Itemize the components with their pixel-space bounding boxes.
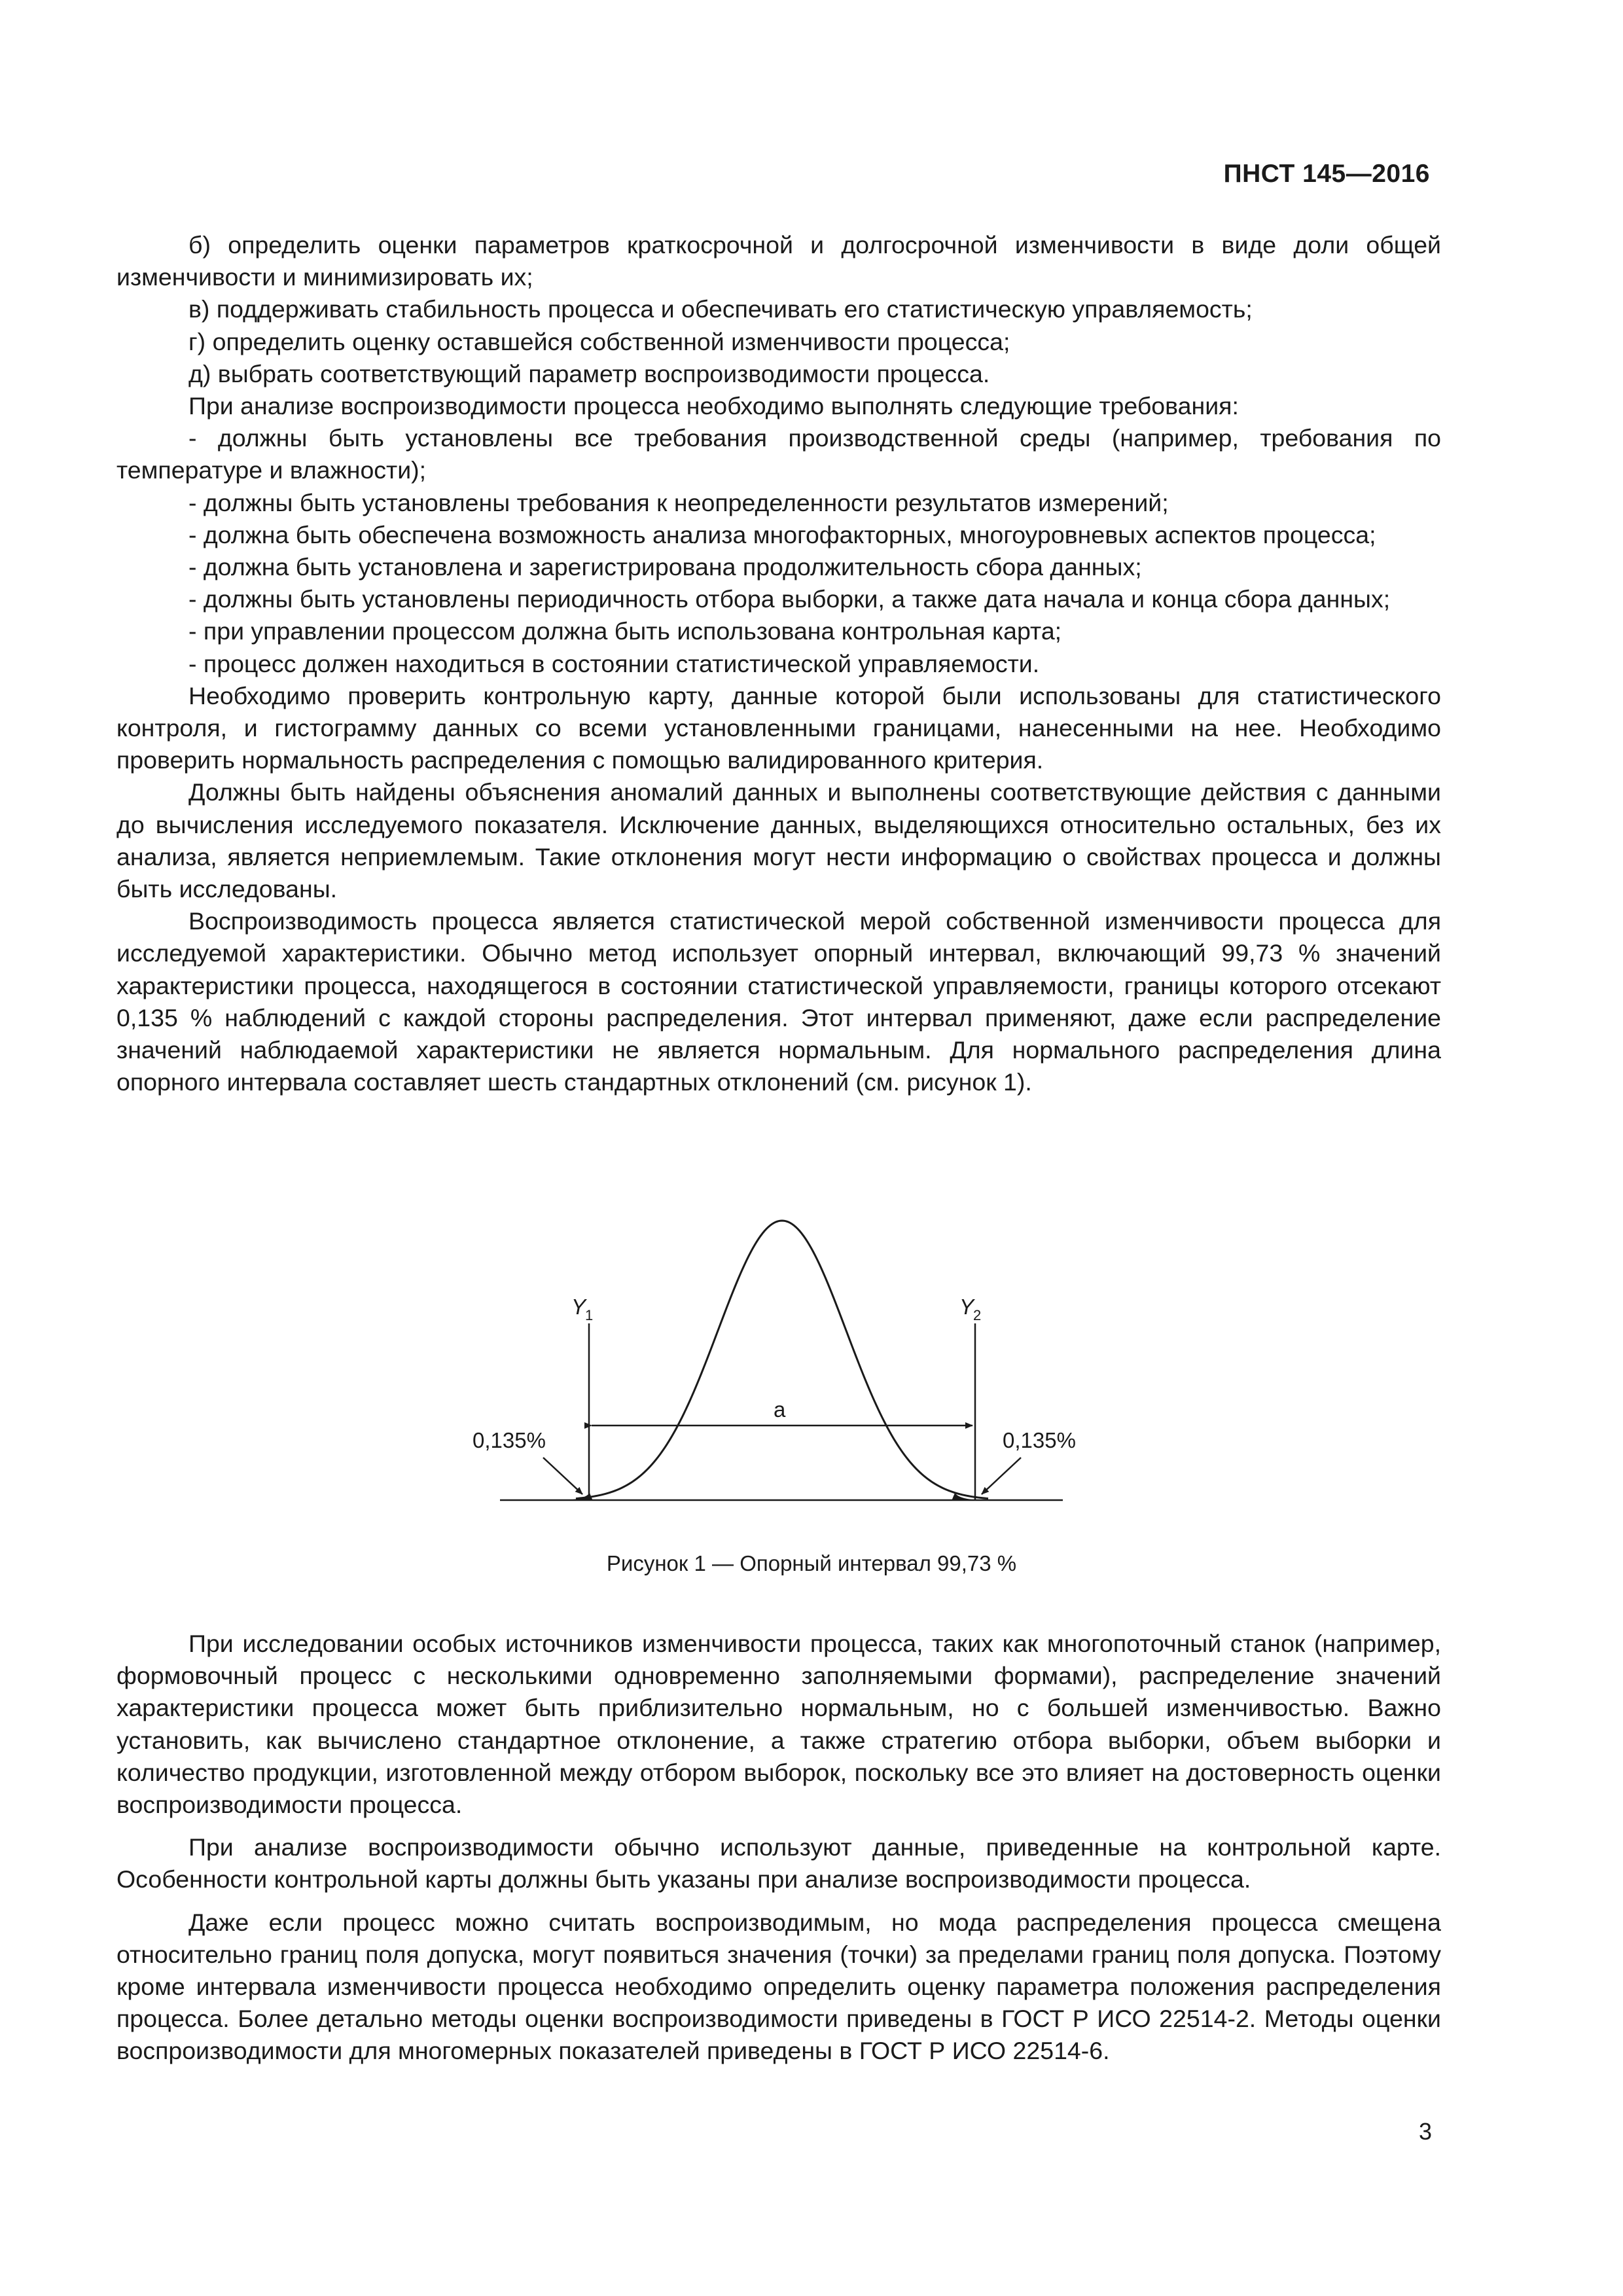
paragraph: г) определить оценку оставшейся собственной изменчивости процесса; bbox=[188, 327, 1010, 355]
left-limit-label: Y bbox=[571, 1295, 586, 1319]
left-tail-arrow bbox=[543, 1458, 582, 1494]
right-limit-label: Y bbox=[959, 1295, 974, 1319]
paragraph: д) выбрать соответствующий параметр воспроизводимости процесса. bbox=[188, 359, 990, 387]
body-text-bottom bbox=[116, 1628, 1441, 2068]
paragraph: Воспроизводимость процесса является статистической мерой собственной изменчивости процесса для исследуемой характеристики. Обычно метод использует опорный интервал, включающий 99,73 % значений характеристики процесса, находящегося в состоянии статистической управляемости, границы которого отсекают 0,135 % наблюдений с каждой стороны распределения. Этот интервал применяют, даже если распределение значений наблюдаемой характеристики не является нормальным. Для нормального распределения длина опорного интервала составляет шесть стандартных отклонений (см. рисунок 1). bbox=[116, 907, 1441, 1096]
paragraph: - должны быть установлены требования к неопределенности результатов измерений; bbox=[188, 488, 1169, 516]
paragraph: При анализе воспроизводимости обычно используют данные, приведенные на контрольной карте. Особенности контрольной карты должны быть указаны при анализе воспроизводимости процесса. bbox=[116, 1833, 1441, 1893]
paragraph: - при управлении процессом должна быть использована контрольная карта; bbox=[188, 617, 1062, 645]
paragraph: - должна быть обеспечена возможность анализа многофакторных, многоуровневых аспектов процесса; bbox=[188, 520, 1376, 548]
figure-reference-interval bbox=[458, 1208, 1086, 1509]
paragraph: При исследовании особых источников изменчивости процесса, таких как многопоточный станок (например, формовочный процесс с несколькими одновременно заполняемыми формами), распределение значений характеристики процесса может быть приблизительно нормальным, но с большей изменчивостью. Важно установить, как вычислено стандартное отклонение, а также стратегию отбора выборки, объем выборки и количество продукции, изготовленной между отбором выборок, поскольку все это влияет на достоверность оценки воспроизводимости процесса. bbox=[116, 1630, 1441, 1819]
paragraph: - должна быть установлена и зарегистрирована продолжительность сбора данных; bbox=[188, 553, 1142, 581]
paragraph: - должны быть установлены все требования производственной среды (например, требования по температуре и влажности); bbox=[116, 424, 1441, 484]
paragraph: Необходимо проверить контрольную карту, данные которой были использованы для статистического контроля, и гистограмму данных со всеми установленными границами, нанесенными на нее. Необходимо проверить нормальность распределения с помощью валидированного критерия. bbox=[116, 681, 1441, 774]
paragraph: б) определить оценки параметров краткосрочной и долгосрочной изменчивости в виде доли общей изменчивости и минимизировать их; bbox=[116, 231, 1441, 291]
paragraph: При анализе воспроизводимости процесса необходимо выполнять следующие требования: bbox=[188, 392, 1239, 420]
page-number: 3 bbox=[1418, 2118, 1432, 2145]
left-limit-subscript: 1 bbox=[585, 1307, 594, 1323]
body-text-top bbox=[116, 229, 1441, 1098]
paragraph: - процесс должен находиться в состоянии статистической управляемости. bbox=[188, 649, 1040, 677]
paragraph: в) поддерживать стабильность процесса и обеспечивать его статистическую управляемость; bbox=[188, 295, 1253, 323]
right-tail-label: 0,135% bbox=[1003, 1428, 1076, 1452]
right-limit-subscript: 2 bbox=[973, 1307, 982, 1323]
bell-curve bbox=[576, 1221, 988, 1499]
paragraph: Должны быть найдены объяснения аномалий данных и выполнены соответствующие действия с данными до вычисления исследуемого показателя. Исключение данных, выделяющихся относительно остальных, без их анализа, является неприемлемым. Такие отклонения могут нести информацию о свойствах процесса и должны быть исследованы. bbox=[116, 778, 1441, 903]
normal-distribution-diagram bbox=[458, 1208, 1086, 1509]
left-tail-label: 0,135% bbox=[473, 1428, 546, 1452]
figure-caption: Рисунок 1 — Опорный интервал 99,73 % bbox=[606, 1551, 1017, 1575]
paragraph: Даже если процесс можно считать воспроизводимым, но мода распределения процесса смещена относительно границ поля допуска, могут появиться значения (точки) за пределами границ поля допуска. Поэтому кроме интервала изменчивости процесса необходимо определить оценку параметра положения распределения процесса. Более детально методы оценки воспроизводимости приведены в ГОСТ Р ИСО 22514-2. Методы оценки воспроизводимости для многомерных показателей приведены в ГОСТ Р ИСО 22514-6. bbox=[116, 1908, 1441, 2065]
paragraph: - должны быть установлены периодичность отбора выборки, а также дата начала и конца сбора данных; bbox=[188, 585, 1391, 613]
right-tail-arrow bbox=[982, 1458, 1021, 1494]
interval-label: a bbox=[774, 1397, 786, 1422]
document-code: ПНСТ 145—2016 bbox=[1223, 160, 1430, 188]
